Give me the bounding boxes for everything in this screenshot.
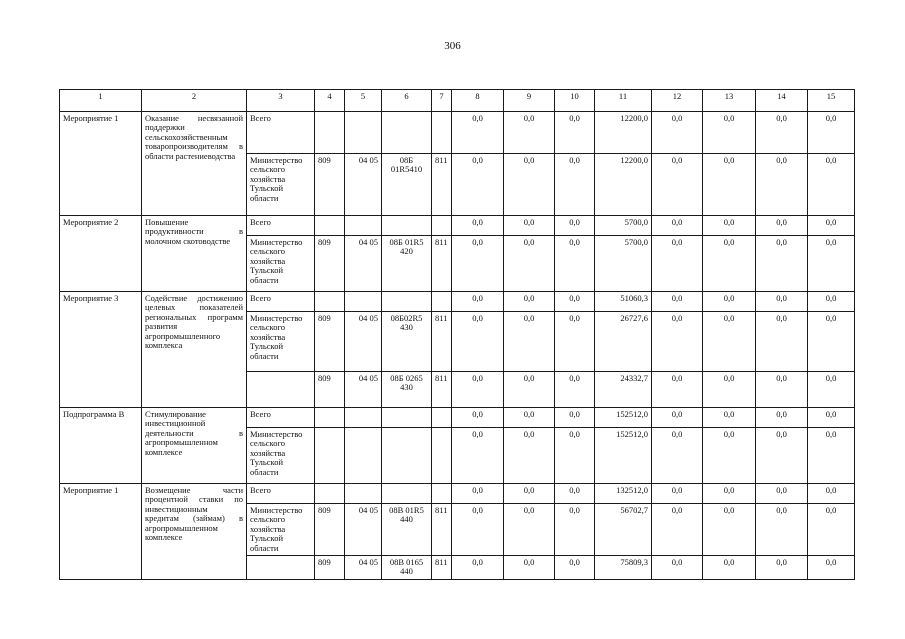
value-cell: 75809,3	[595, 556, 652, 580]
value-cell: 0,0	[555, 428, 595, 484]
value-cell: 0,0	[652, 556, 703, 580]
value-cell: 0,0	[504, 372, 555, 408]
empty-cell	[382, 484, 432, 504]
value-cell: 0,0	[555, 154, 595, 216]
value-cell: 0,0	[756, 372, 808, 408]
column-header: 8	[452, 90, 504, 112]
column-header: 9	[504, 90, 555, 112]
value-cell: 0,0	[756, 236, 808, 292]
empty-cell	[345, 112, 382, 154]
value-cell: 0,0	[652, 484, 703, 504]
value-cell: 0,0	[504, 504, 555, 556]
empty-cell	[315, 408, 345, 428]
program-label: Мероприятие 1	[60, 112, 142, 216]
value-cell: 0,0	[504, 292, 555, 312]
value-cell: 0,0	[452, 556, 504, 580]
table-row	[60, 292, 855, 312]
code-cell-5: 04 05	[345, 556, 382, 580]
empty-cell	[432, 484, 452, 504]
column-header: 10	[555, 90, 595, 112]
column-header: 15	[808, 90, 855, 112]
code-cell-7: 811	[432, 312, 452, 372]
value-cell: 0,0	[555, 216, 595, 236]
program-description: Повышение продуктивности в молочном скотоводстве	[142, 216, 247, 292]
empty-cell	[315, 292, 345, 312]
value-cell: 0,0	[703, 428, 756, 484]
value-cell: 0,0	[452, 484, 504, 504]
value-cell: 0,0	[703, 154, 756, 216]
value-cell: 0,0	[808, 372, 855, 408]
column-header: 3	[247, 90, 315, 112]
value-cell: 152512,0	[595, 408, 652, 428]
value-cell: 0,0	[504, 236, 555, 292]
value-cell: 0,0	[756, 292, 808, 312]
budget-table	[59, 89, 855, 580]
value-cell: 0,0	[504, 484, 555, 504]
column-header: 14	[756, 90, 808, 112]
program-label: Подпрограмма В	[60, 408, 142, 484]
code-cell-5: 04 05	[345, 372, 382, 408]
value-cell: 152512,0	[595, 428, 652, 484]
value-cell: 0,0	[652, 408, 703, 428]
column-header: 12	[652, 90, 703, 112]
empty-cell	[315, 216, 345, 236]
value-cell: 0,0	[756, 112, 808, 154]
code-cell-6: 08Б 01R5 420	[382, 236, 432, 292]
table-row	[60, 408, 855, 428]
table-row	[60, 112, 855, 154]
value-cell: 0,0	[756, 312, 808, 372]
program-description: Оказание несвязанной поддержки сельскохозяйственным товаропроизводителям в области растениеводства	[142, 112, 247, 216]
value-cell: 0,0	[452, 216, 504, 236]
value-cell: 0,0	[504, 154, 555, 216]
value-cell: 0,0	[756, 408, 808, 428]
value-cell: 0,0	[452, 292, 504, 312]
code-cell-7: 811	[432, 236, 452, 292]
value-cell: 0,0	[703, 408, 756, 428]
empty-cell	[345, 484, 382, 504]
value-cell: 0,0	[808, 556, 855, 580]
value-cell: 0,0	[652, 428, 703, 484]
table-row	[60, 216, 855, 236]
value-cell: 132512,0	[595, 484, 652, 504]
value-cell: 12200,0	[595, 154, 652, 216]
value-cell: 0,0	[555, 372, 595, 408]
program-label: Мероприятие 2	[60, 216, 142, 292]
code-cell-4: 809	[315, 312, 345, 372]
value-cell: 0,0	[555, 408, 595, 428]
value-cell: 0,0	[652, 292, 703, 312]
code-cell-6: 08Б 01R5410	[382, 154, 432, 216]
code-cell-5	[345, 428, 382, 484]
code-cell-7: 811	[432, 154, 452, 216]
code-cell-7: 811	[432, 504, 452, 556]
organization-cell: Министерство сельского хозяйства Тульской области	[247, 312, 315, 372]
value-cell: 0,0	[504, 556, 555, 580]
value-cell: 0,0	[756, 428, 808, 484]
value-cell: 0,0	[555, 292, 595, 312]
column-header: 7	[432, 90, 452, 112]
value-cell: 0,0	[452, 236, 504, 292]
value-cell: 0,0	[808, 236, 855, 292]
value-cell: 0,0	[452, 504, 504, 556]
organization-cell	[247, 372, 315, 408]
empty-cell	[382, 408, 432, 428]
value-cell: 0,0	[756, 556, 808, 580]
value-cell: 0,0	[756, 484, 808, 504]
value-cell: 0,0	[504, 408, 555, 428]
program-description: Возмещение части процентной ставки по инвестиционным кредитам (займам) в агропромышленном комплексе	[142, 484, 247, 580]
value-cell: 0,0	[703, 484, 756, 504]
value-cell: 0,0	[504, 216, 555, 236]
empty-cell	[382, 112, 432, 154]
empty-cell	[432, 292, 452, 312]
empty-cell	[345, 292, 382, 312]
column-header: 5	[345, 90, 382, 112]
code-cell-6: 08Б02R5 430	[382, 312, 432, 372]
column-header: 6	[382, 90, 432, 112]
value-cell: 0,0	[808, 112, 855, 154]
code-cell-6: 08Б 0265 430	[382, 372, 432, 408]
value-cell: 0,0	[703, 556, 756, 580]
total-label: Всего	[247, 216, 315, 236]
value-cell: 0,0	[555, 112, 595, 154]
value-cell: 0,0	[504, 112, 555, 154]
value-cell: 0,0	[652, 312, 703, 372]
value-cell: 51060,3	[595, 292, 652, 312]
table-row	[60, 484, 855, 504]
value-cell: 56702,7	[595, 504, 652, 556]
value-cell: 0,0	[452, 408, 504, 428]
empty-cell	[432, 112, 452, 154]
code-cell-6: 08В 0165 440	[382, 556, 432, 580]
organization-cell	[247, 556, 315, 580]
code-cell-5: 04 05	[345, 236, 382, 292]
value-cell: 0,0	[452, 112, 504, 154]
value-cell: 0,0	[652, 372, 703, 408]
value-cell: 0,0	[808, 428, 855, 484]
value-cell: 0,0	[808, 292, 855, 312]
code-cell-4: 809	[315, 504, 345, 556]
organization-cell: Министерство сельского хозяйства Тульской области	[247, 154, 315, 216]
code-cell-5: 04 05	[345, 312, 382, 372]
value-cell: 0,0	[703, 236, 756, 292]
empty-cell	[432, 408, 452, 428]
code-cell-4	[315, 428, 345, 484]
empty-cell	[345, 216, 382, 236]
value-cell: 0,0	[703, 372, 756, 408]
code-cell-4: 809	[315, 236, 345, 292]
value-cell: 26727,6	[595, 312, 652, 372]
value-cell: 0,0	[555, 556, 595, 580]
value-cell: 0,0	[756, 154, 808, 216]
value-cell: 0,0	[555, 236, 595, 292]
value-cell: 0,0	[555, 504, 595, 556]
total-label: Всего	[247, 292, 315, 312]
value-cell: 0,0	[703, 292, 756, 312]
value-cell: 0,0	[703, 504, 756, 556]
value-cell: 0,0	[452, 372, 504, 408]
empty-cell	[315, 112, 345, 154]
value-cell: 0,0	[452, 428, 504, 484]
value-cell: 0,0	[555, 484, 595, 504]
total-label: Всего	[247, 112, 315, 154]
page-number: 306	[444, 40, 461, 52]
value-cell: 0,0	[652, 504, 703, 556]
code-cell-4: 809	[315, 556, 345, 580]
code-cell-5: 04 05	[345, 504, 382, 556]
code-cell-7: 811	[432, 372, 452, 408]
empty-cell	[382, 292, 432, 312]
header-row	[60, 90, 855, 112]
value-cell: 0,0	[703, 312, 756, 372]
empty-cell	[382, 216, 432, 236]
organization-cell: Министерство сельского хозяйства Тульской области	[247, 236, 315, 292]
code-cell-4: 809	[315, 154, 345, 216]
value-cell: 0,0	[652, 154, 703, 216]
code-cell-5: 04 05	[345, 154, 382, 216]
value-cell: 5700,0	[595, 216, 652, 236]
value-cell: 0,0	[808, 408, 855, 428]
program-label: Мероприятие 1	[60, 484, 142, 580]
empty-cell	[345, 408, 382, 428]
column-header: 4	[315, 90, 345, 112]
value-cell: 0,0	[756, 504, 808, 556]
value-cell: 24332,7	[595, 372, 652, 408]
total-label: Всего	[247, 484, 315, 504]
value-cell: 0,0	[452, 312, 504, 372]
code-cell-7: 811	[432, 556, 452, 580]
column-header: 1	[60, 90, 142, 112]
value-cell: 0,0	[504, 428, 555, 484]
code-cell-4: 809	[315, 372, 345, 408]
column-header: 11	[595, 90, 652, 112]
value-cell: 0,0	[808, 504, 855, 556]
program-description: Стимулирование инвестиционной деятельности в агропромышленном комплексе	[142, 408, 247, 484]
program-label: Мероприятие 3	[60, 292, 142, 408]
value-cell: 5700,0	[595, 236, 652, 292]
value-cell: 0,0	[652, 216, 703, 236]
value-cell: 0,0	[555, 312, 595, 372]
value-cell: 0,0	[652, 112, 703, 154]
total-label: Всего	[247, 408, 315, 428]
value-cell: 0,0	[703, 112, 756, 154]
column-header: 2	[142, 90, 247, 112]
code-cell-6	[382, 428, 432, 484]
code-cell-7	[432, 428, 452, 484]
value-cell: 0,0	[808, 216, 855, 236]
value-cell: 0,0	[808, 484, 855, 504]
value-cell: 0,0	[808, 312, 855, 372]
organization-cell: Министерство сельского хозяйства Тульской области	[247, 428, 315, 484]
column-header: 13	[703, 90, 756, 112]
value-cell: 0,0	[652, 236, 703, 292]
program-description: Содействие достижению целевых показателей региональных программ развития агропромышленного комплекса	[142, 292, 247, 408]
empty-cell	[315, 484, 345, 504]
organization-cell: Министерство сельского хозяйства Тульской области	[247, 504, 315, 556]
value-cell: 0,0	[808, 154, 855, 216]
code-cell-6: 08В 01R5 440	[382, 504, 432, 556]
value-cell: 0,0	[703, 216, 756, 236]
value-cell: 0,0	[452, 154, 504, 216]
value-cell: 0,0	[504, 312, 555, 372]
value-cell: 12200,0	[595, 112, 652, 154]
value-cell: 0,0	[756, 216, 808, 236]
empty-cell	[432, 216, 452, 236]
